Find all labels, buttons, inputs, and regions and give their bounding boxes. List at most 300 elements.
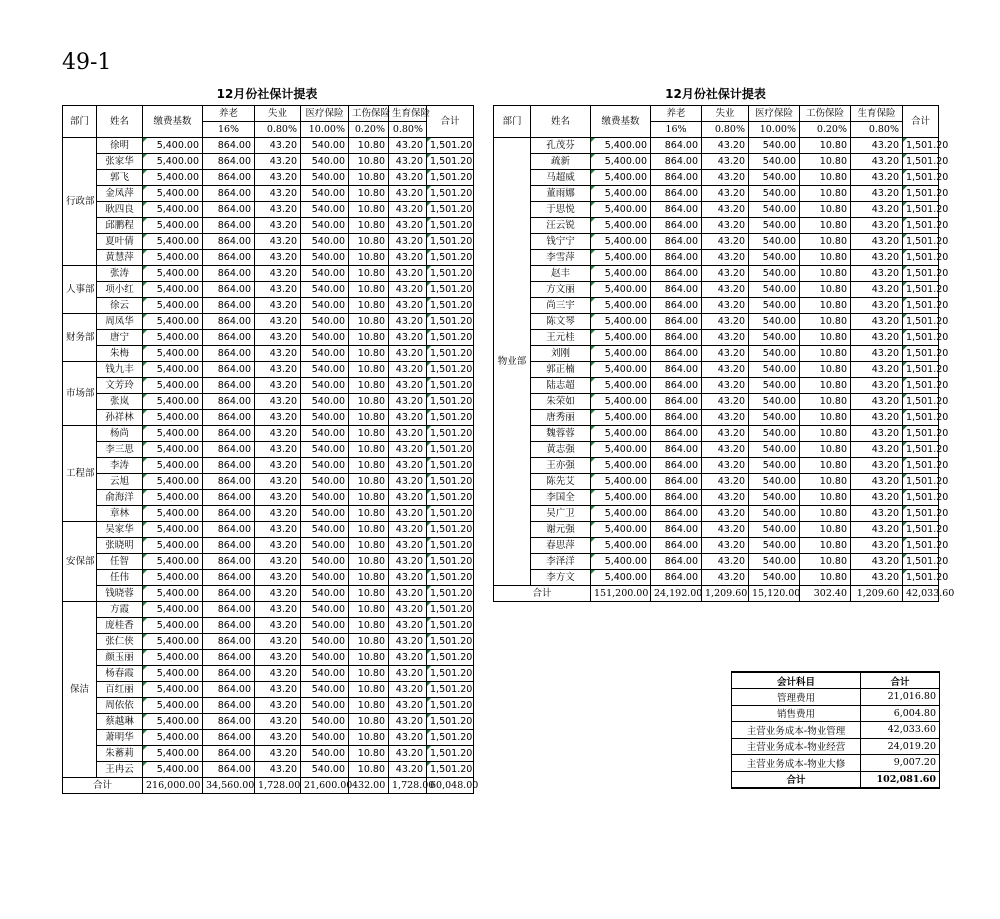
base-cell: 5,400.00 (143, 330, 203, 346)
pension-cell: 864.00 (651, 154, 702, 170)
total-cell: 1,501.20 (427, 314, 474, 330)
base-cell: 5,400.00 (143, 570, 203, 586)
unemployment-cell: 43.20 (255, 250, 301, 266)
maternity-cell: 43.20 (851, 250, 903, 266)
unemployment-cell: 43.20 (255, 746, 301, 762)
injury-cell: 10.80 (800, 362, 851, 378)
table-row (63, 314, 474, 330)
injury-cell: 10.80 (349, 458, 389, 474)
injury-cell: 10.80 (349, 378, 389, 394)
total-cell: 1,501.20 (427, 682, 474, 698)
injury-cell: 10.80 (349, 682, 389, 698)
table-row (494, 538, 939, 554)
base-cell: 5,400.00 (143, 186, 203, 202)
summary-account: 主营业务成本-物业管理 (732, 722, 861, 739)
injury-cell: 10.80 (349, 538, 389, 554)
medical-cell: 540.00 (301, 522, 349, 538)
table-row (63, 538, 474, 554)
maternity-cell: 43.20 (851, 378, 903, 394)
employee-name: 朱蓄莉 (97, 746, 143, 762)
pension-cell: 864.00 (203, 458, 255, 474)
summary-header-account: 会计科目 (732, 672, 861, 689)
base-cell: 5,400.00 (143, 442, 203, 458)
medical-cell: 540.00 (301, 762, 349, 778)
injury-cell: 10.80 (349, 618, 389, 634)
total-cell: 1,501.20 (427, 234, 474, 250)
base-cell: 5,400.00 (591, 362, 651, 378)
employee-name: 萧明华 (97, 730, 143, 746)
maternity-cell: 43.20 (389, 554, 427, 570)
injury-cell: 10.80 (800, 442, 851, 458)
base-cell: 5,400.00 (591, 170, 651, 186)
pension-cell: 864.00 (203, 474, 255, 490)
employee-name: 杨尚 (97, 426, 143, 442)
employee-name: 张岚 (97, 394, 143, 410)
injury-cell: 10.80 (349, 746, 389, 762)
maternity-cell: 43.20 (389, 730, 427, 746)
medical-cell: 540.00 (301, 346, 349, 362)
pension-cell: 864.00 (203, 298, 255, 314)
total-cell: 1,501.20 (903, 378, 939, 394)
injury-cell: 10.80 (800, 474, 851, 490)
base-cell: 5,400.00 (143, 762, 203, 778)
injury-cell: 10.80 (349, 730, 389, 746)
maternity-cell: 43.20 (851, 202, 903, 218)
base-cell: 5,400.00 (143, 250, 203, 266)
pension-cell: 864.00 (203, 186, 255, 202)
unemployment-cell: 43.20 (255, 570, 301, 586)
injury-cell: 10.80 (349, 362, 389, 378)
rate-maternity: 0.80% (389, 122, 427, 138)
medical-cell: 540.00 (749, 394, 800, 410)
pension-cell: 864.00 (651, 458, 702, 474)
table-row (494, 570, 939, 586)
total-cell: 1,501.20 (427, 618, 474, 634)
total-cell: 1,501.20 (427, 266, 474, 282)
base-cell: 5,400.00 (591, 442, 651, 458)
unemployment-cell: 43.20 (255, 634, 301, 650)
base-cell: 5,400.00 (143, 170, 203, 186)
pension-cell: 864.00 (203, 506, 255, 522)
table-row (63, 618, 474, 634)
header-total: 合计 (903, 106, 939, 138)
base-cell: 5,400.00 (591, 522, 651, 538)
medical-cell: 540.00 (749, 266, 800, 282)
unemployment-cell: 43.20 (255, 730, 301, 746)
unemployment-cell: 43.20 (255, 154, 301, 170)
base-cell: 5,400.00 (143, 154, 203, 170)
pension-cell: 864.00 (203, 586, 255, 602)
maternity-cell: 43.20 (389, 490, 427, 506)
medical-cell: 540.00 (301, 618, 349, 634)
total-cell: 1,501.20 (903, 138, 939, 154)
header-name: 姓名 (97, 106, 143, 138)
unemployment-cell: 43.20 (702, 474, 749, 490)
unemployment-cell: 43.20 (255, 426, 301, 442)
injury-cell: 10.80 (800, 218, 851, 234)
medical-cell: 540.00 (301, 458, 349, 474)
base-cell: 5,400.00 (591, 138, 651, 154)
total-cell: 1,501.20 (427, 138, 474, 154)
maternity-cell: 43.20 (389, 394, 427, 410)
rate-pension: 16% (651, 122, 702, 138)
employee-name: 徐明 (97, 138, 143, 154)
injury-cell: 10.80 (349, 474, 389, 490)
maternity-cell: 43.20 (389, 618, 427, 634)
summary-account: 主营业务成本-物业经营 (732, 738, 861, 755)
medical-cell: 540.00 (749, 138, 800, 154)
medical-cell: 540.00 (749, 378, 800, 394)
employee-name: 黄慧萍 (97, 250, 143, 266)
employee-name: 李雪萍 (531, 250, 591, 266)
unemployment-cell: 43.20 (702, 218, 749, 234)
unemployment-cell: 43.20 (702, 170, 749, 186)
injury-cell: 10.80 (349, 666, 389, 682)
medical-cell: 540.00 (749, 458, 800, 474)
table-row (494, 506, 939, 522)
maternity-cell: 43.20 (389, 522, 427, 538)
total-cell: 1,501.20 (903, 346, 939, 362)
total-cell: 1,501.20 (903, 522, 939, 538)
maternity-cell: 43.20 (851, 570, 903, 586)
summary-amount: 21,016.80 (861, 689, 940, 706)
injury-cell: 10.80 (349, 234, 389, 250)
maternity-cell: 43.20 (851, 426, 903, 442)
unemployment-cell: 43.20 (255, 618, 301, 634)
maternity-cell: 43.20 (851, 282, 903, 298)
unemployment-cell: 43.20 (255, 330, 301, 346)
base-cell: 5,400.00 (591, 474, 651, 490)
total-medical: 15,120.00 (749, 586, 800, 602)
total-cell: 1,501.20 (427, 570, 474, 586)
base-cell: 5,400.00 (591, 554, 651, 570)
base-cell: 5,400.00 (591, 330, 651, 346)
header-row (63, 106, 474, 122)
maternity-cell: 43.20 (389, 186, 427, 202)
total-cell: 1,501.20 (903, 218, 939, 234)
header-total: 合计 (427, 106, 474, 138)
medical-cell: 540.00 (749, 442, 800, 458)
injury-cell: 10.80 (349, 714, 389, 730)
maternity-cell: 43.20 (389, 282, 427, 298)
total-row (63, 778, 474, 794)
medical-cell: 540.00 (301, 730, 349, 746)
base-cell: 5,400.00 (143, 314, 203, 330)
maternity-cell: 43.20 (389, 458, 427, 474)
injury-cell: 10.80 (800, 378, 851, 394)
injury-cell: 10.80 (800, 250, 851, 266)
injury-cell: 10.80 (349, 602, 389, 618)
maternity-cell: 43.20 (389, 378, 427, 394)
pension-cell: 864.00 (203, 266, 255, 282)
total-pension: 34,560.00 (203, 778, 255, 794)
total-cell: 1,501.20 (427, 154, 474, 170)
rate-unemployment: 0.80% (702, 122, 749, 138)
unemployment-cell: 43.20 (702, 234, 749, 250)
employee-name: 任智 (97, 554, 143, 570)
total-cell: 1,501.20 (903, 362, 939, 378)
medical-cell: 540.00 (301, 314, 349, 330)
total-row (494, 586, 939, 602)
base-cell: 5,400.00 (591, 410, 651, 426)
maternity-cell: 43.20 (389, 682, 427, 698)
employee-name: 马超威 (531, 170, 591, 186)
table-row (63, 266, 474, 282)
medical-cell: 540.00 (749, 426, 800, 442)
pension-cell: 864.00 (651, 314, 702, 330)
maternity-cell: 43.20 (389, 410, 427, 426)
table-row (63, 282, 474, 298)
unemployment-cell: 43.20 (255, 538, 301, 554)
medical-cell: 540.00 (301, 746, 349, 762)
medical-cell: 540.00 (749, 490, 800, 506)
injury-cell: 10.80 (800, 170, 851, 186)
base-cell: 5,400.00 (143, 714, 203, 730)
unemployment-cell: 43.20 (255, 394, 301, 410)
header-unemployment: 失业 (255, 106, 301, 122)
medical-cell: 540.00 (301, 170, 349, 186)
employee-name: 方文丽 (531, 282, 591, 298)
injury-cell: 10.80 (349, 506, 389, 522)
base-cell: 5,400.00 (591, 490, 651, 506)
maternity-cell: 43.20 (851, 234, 903, 250)
employee-name: 陈先艾 (531, 474, 591, 490)
employee-name: 周凤华 (97, 314, 143, 330)
medical-cell: 540.00 (301, 426, 349, 442)
header-name: 姓名 (531, 106, 591, 138)
table-row (63, 522, 474, 538)
medical-cell: 540.00 (301, 202, 349, 218)
medical-cell: 540.00 (301, 410, 349, 426)
total-cell: 1,501.20 (427, 282, 474, 298)
header-base: 缴费基数 (143, 106, 203, 138)
injury-cell: 10.80 (349, 138, 389, 154)
dept-cell: 保洁 (63, 602, 97, 778)
total-cell: 1,501.20 (427, 602, 474, 618)
total-cell: 1,501.20 (427, 490, 474, 506)
medical-cell: 540.00 (301, 330, 349, 346)
total-cell: 1,501.20 (427, 458, 474, 474)
unemployment-cell: 43.20 (702, 266, 749, 282)
right-table-title: 12月份社保计提表 (665, 87, 766, 101)
total-cell: 1,501.20 (427, 474, 474, 490)
pension-cell: 864.00 (203, 762, 255, 778)
total-cell: 1,501.20 (903, 442, 939, 458)
employee-name: 疏新 (531, 154, 591, 170)
table-row (63, 202, 474, 218)
medical-cell: 540.00 (749, 250, 800, 266)
unemployment-cell: 43.20 (255, 458, 301, 474)
base-cell: 5,400.00 (143, 746, 203, 762)
injury-cell: 10.80 (800, 298, 851, 314)
medical-cell: 540.00 (301, 218, 349, 234)
employee-name: 孙祥林 (97, 410, 143, 426)
maternity-cell: 43.20 (851, 490, 903, 506)
employee-name: 陈文琴 (531, 314, 591, 330)
table-row (63, 506, 474, 522)
injury-cell: 10.80 (800, 490, 851, 506)
base-cell: 5,400.00 (591, 186, 651, 202)
unemployment-cell: 43.20 (255, 282, 301, 298)
total-base: 216,000.00 (143, 778, 203, 794)
dept-cell: 工程部 (63, 426, 97, 522)
header-maternity: 生育保险 (389, 106, 427, 122)
base-cell: 5,400.00 (591, 378, 651, 394)
table-row (63, 234, 474, 250)
pension-cell: 864.00 (203, 490, 255, 506)
total-cell: 1,501.20 (903, 282, 939, 298)
unemployment-cell: 43.20 (255, 266, 301, 282)
unemployment-cell: 43.20 (255, 714, 301, 730)
accounting-summary-table (731, 671, 940, 789)
injury-cell: 10.80 (349, 762, 389, 778)
header-dept: 部门 (494, 106, 531, 138)
base-cell: 5,400.00 (143, 554, 203, 570)
pension-cell: 864.00 (651, 202, 702, 218)
table-row (494, 138, 939, 154)
table-row (494, 170, 939, 186)
employee-name: 孔茂芬 (531, 138, 591, 154)
table-row (63, 186, 474, 202)
left-social-security-table (62, 105, 479, 794)
pension-cell: 864.00 (203, 234, 255, 250)
base-cell: 5,400.00 (143, 138, 203, 154)
table-row (63, 746, 474, 762)
pension-cell: 864.00 (651, 282, 702, 298)
rate-pension: 16% (203, 122, 255, 138)
maternity-cell: 43.20 (389, 298, 427, 314)
total-cell: 1,501.20 (427, 170, 474, 186)
unemployment-cell: 43.20 (702, 250, 749, 266)
unemployment-cell: 43.20 (255, 346, 301, 362)
total-cell: 1,501.20 (903, 266, 939, 282)
table-row (494, 362, 939, 378)
employee-name: 王冉云 (97, 762, 143, 778)
medical-cell: 540.00 (301, 474, 349, 490)
unemployment-cell: 43.20 (255, 186, 301, 202)
base-cell: 5,400.00 (143, 682, 203, 698)
summary-account: 管理费用 (732, 689, 861, 706)
header-injury: 工伤保险 (349, 106, 389, 122)
table-row (494, 154, 939, 170)
maternity-cell: 43.20 (851, 346, 903, 362)
medical-cell: 540.00 (749, 554, 800, 570)
total-cell: 1,501.20 (427, 186, 474, 202)
base-cell: 5,400.00 (591, 458, 651, 474)
employee-name: 唐秀丽 (531, 410, 591, 426)
medical-cell: 540.00 (301, 362, 349, 378)
total-cell: 1,501.20 (903, 202, 939, 218)
pension-cell: 864.00 (651, 442, 702, 458)
summary-account: 销售费用 (732, 705, 861, 722)
table-row (63, 762, 474, 778)
base-cell: 5,400.00 (143, 218, 203, 234)
table-row (63, 170, 474, 186)
table-row (63, 474, 474, 490)
pension-cell: 864.00 (651, 522, 702, 538)
employee-name: 钱九丰 (97, 362, 143, 378)
pension-cell: 864.00 (203, 522, 255, 538)
table-row (494, 394, 939, 410)
table-row (63, 362, 474, 378)
summary-amount: 42,033.60 (861, 722, 940, 739)
total-cell: 1,501.20 (903, 314, 939, 330)
dept-cell: 安保部 (63, 522, 97, 602)
unemployment-cell: 43.20 (255, 522, 301, 538)
employee-name: 金凤萍 (97, 186, 143, 202)
maternity-cell: 43.20 (851, 458, 903, 474)
total-cell: 1,501.20 (903, 154, 939, 170)
maternity-cell: 43.20 (389, 362, 427, 378)
table-row (494, 282, 939, 298)
pension-cell: 864.00 (651, 362, 702, 378)
injury-cell: 10.80 (800, 314, 851, 330)
total-cell: 1,501.20 (427, 746, 474, 762)
table-row (494, 234, 939, 250)
table-row (63, 634, 474, 650)
employee-name: 张仁侠 (97, 634, 143, 650)
unemployment-cell: 43.20 (255, 650, 301, 666)
injury-cell: 10.80 (349, 250, 389, 266)
employee-name: 庞桂香 (97, 618, 143, 634)
total-cell: 1,501.20 (903, 458, 939, 474)
injury-cell: 10.80 (800, 554, 851, 570)
maternity-cell: 43.20 (389, 330, 427, 346)
total-cell: 1,501.20 (903, 554, 939, 570)
injury-cell: 10.80 (349, 266, 389, 282)
pension-cell: 864.00 (203, 170, 255, 186)
maternity-cell: 43.20 (851, 394, 903, 410)
base-cell: 5,400.00 (591, 394, 651, 410)
injury-cell: 10.80 (349, 570, 389, 586)
pension-cell: 864.00 (203, 602, 255, 618)
table-row (494, 298, 939, 314)
injury-cell: 10.80 (349, 314, 389, 330)
base-cell: 5,400.00 (591, 538, 651, 554)
maternity-cell: 43.20 (851, 138, 903, 154)
medical-cell: 540.00 (301, 266, 349, 282)
unemployment-cell: 43.20 (702, 490, 749, 506)
injury-cell: 10.80 (800, 330, 851, 346)
table-row (494, 522, 939, 538)
table-row (63, 714, 474, 730)
total-cell: 1,501.20 (427, 298, 474, 314)
table-row (494, 442, 939, 458)
employee-name: 任伟 (97, 570, 143, 586)
unemployment-cell: 43.20 (255, 362, 301, 378)
table-row (494, 330, 939, 346)
rate-injury: 0.20% (800, 122, 851, 138)
employee-name: 方霞 (97, 602, 143, 618)
total-cell: 1,501.20 (427, 394, 474, 410)
table-row (494, 474, 939, 490)
table-row (63, 298, 474, 314)
pension-cell: 864.00 (203, 650, 255, 666)
header-medical: 医疗保险 (749, 106, 800, 122)
base-cell: 5,400.00 (143, 458, 203, 474)
medical-cell: 540.00 (749, 282, 800, 298)
header-medical: 医疗保险 (301, 106, 349, 122)
table-row (63, 410, 474, 426)
employee-name: 项小红 (97, 282, 143, 298)
total-cell: 1,501.20 (427, 346, 474, 362)
unemployment-cell: 43.20 (702, 442, 749, 458)
total-cell: 1,501.20 (427, 442, 474, 458)
base-cell: 5,400.00 (143, 394, 203, 410)
total-cell: 1,501.20 (903, 186, 939, 202)
table-row (63, 218, 474, 234)
employee-name: 陆志超 (531, 378, 591, 394)
